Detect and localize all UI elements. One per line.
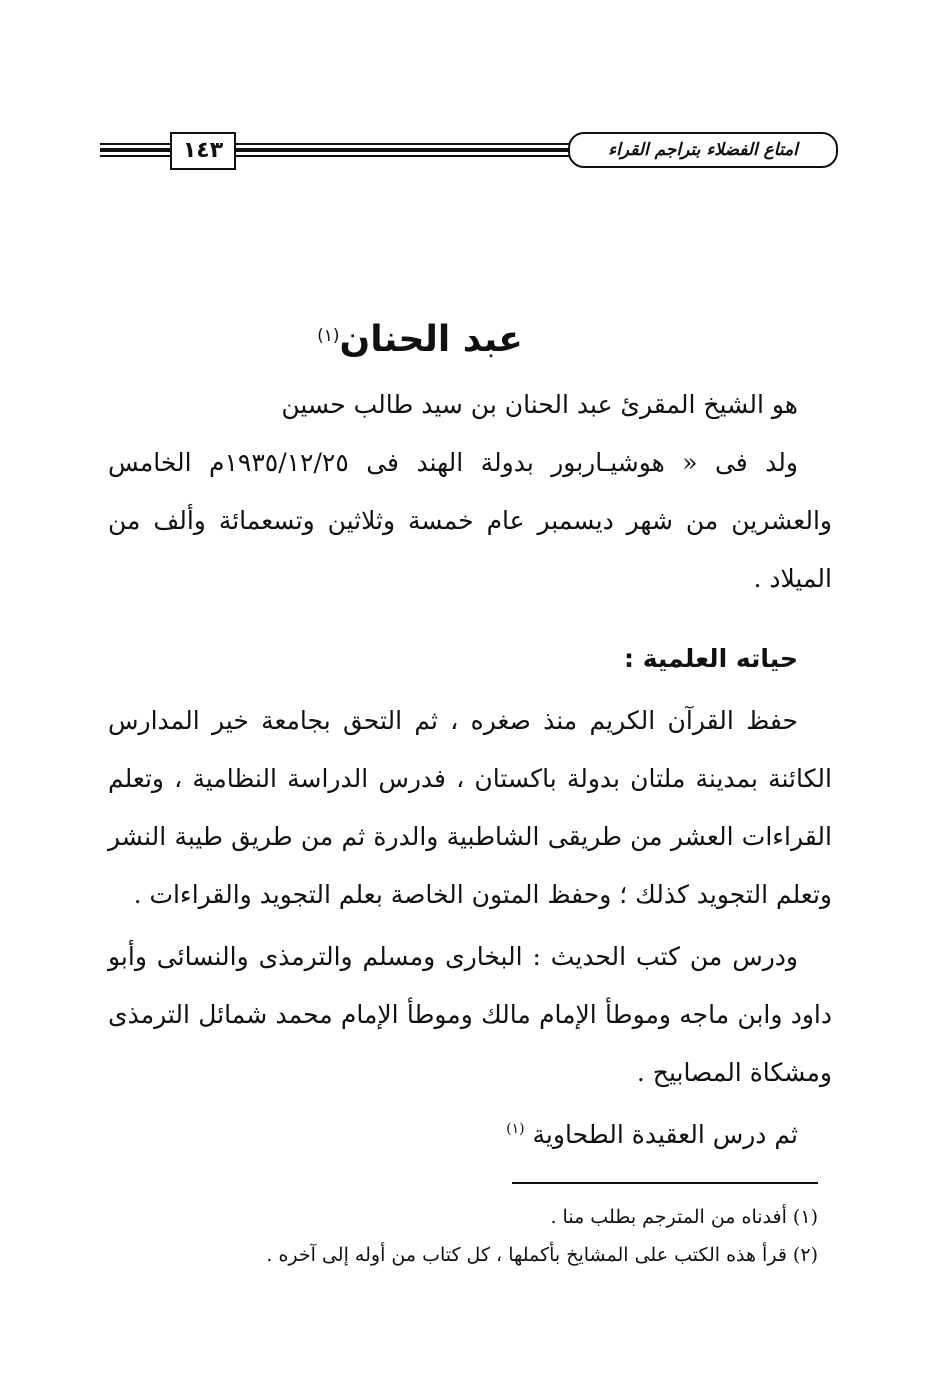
page-header xyxy=(100,130,838,170)
title-footnote-marker: (١) xyxy=(317,326,340,346)
paragraph-birth: ولد فى « هوشيـاربور بدولة الهند فى ١٩٣٥/١٢/٢٥م الخامس والعشرين من شهر ديسمبر عام خمسة وثلاثين وتسعمائة وألف من الميلاد . xyxy=(108,448,832,593)
footnotes xyxy=(150,1198,818,1274)
footnote-separator xyxy=(512,1182,818,1184)
page-number: ١٤٣ xyxy=(170,132,236,170)
paragraph-intro: هو الشيخ المقرئ عبد الحنان بن سيد طالب حسين xyxy=(281,390,798,419)
footnote-1: (١) أفدناه من المترجم بطلب منا . xyxy=(550,1206,818,1228)
running-title: امتاع الفضلاء بتراجم القراء xyxy=(568,132,838,168)
paragraph-education: حفظ القرآن الكريم منذ صغره ، ثم التحق بجامعة خير المدارس الكائنة بمدينة ملتان بدولة باكستان ، فدرس الدراسة النظامية ، وتعلم القراءات العشر من طريقى الشاطبية والدرة ثم من طريق طيبة النشر وتعلم التجويد كذلك ؛ وحفظ المتون الخاصة بعلم التجويد والقراءات . xyxy=(108,706,832,909)
paragraph-aqidah-text: ثم درس العقيدة الطحاوية xyxy=(532,1120,798,1149)
article-body xyxy=(108,376,832,1164)
section-heading: حياته العلمية : xyxy=(624,644,798,673)
paragraph-aqidah xyxy=(108,1106,832,1164)
article-title xyxy=(100,312,740,368)
aqidah-footnote-marker: (١) xyxy=(506,1121,525,1137)
article-title-text: عبد الحنان xyxy=(339,319,523,360)
paragraph-hadith: ودرس من كتب الحديث : البخارى ومسلم والترمذى والنسائى وأبو داود وابن ماجه وموطأ الإمام مالك وموطأ الإمام محمد شمائل الترمذى ومشكاة المصابيح . xyxy=(108,942,832,1087)
footnote-2: (٢) قرأ هذه الكتب على المشايخ بأكملها ، كل كتاب من أوله إلى آخره . xyxy=(266,1244,818,1266)
